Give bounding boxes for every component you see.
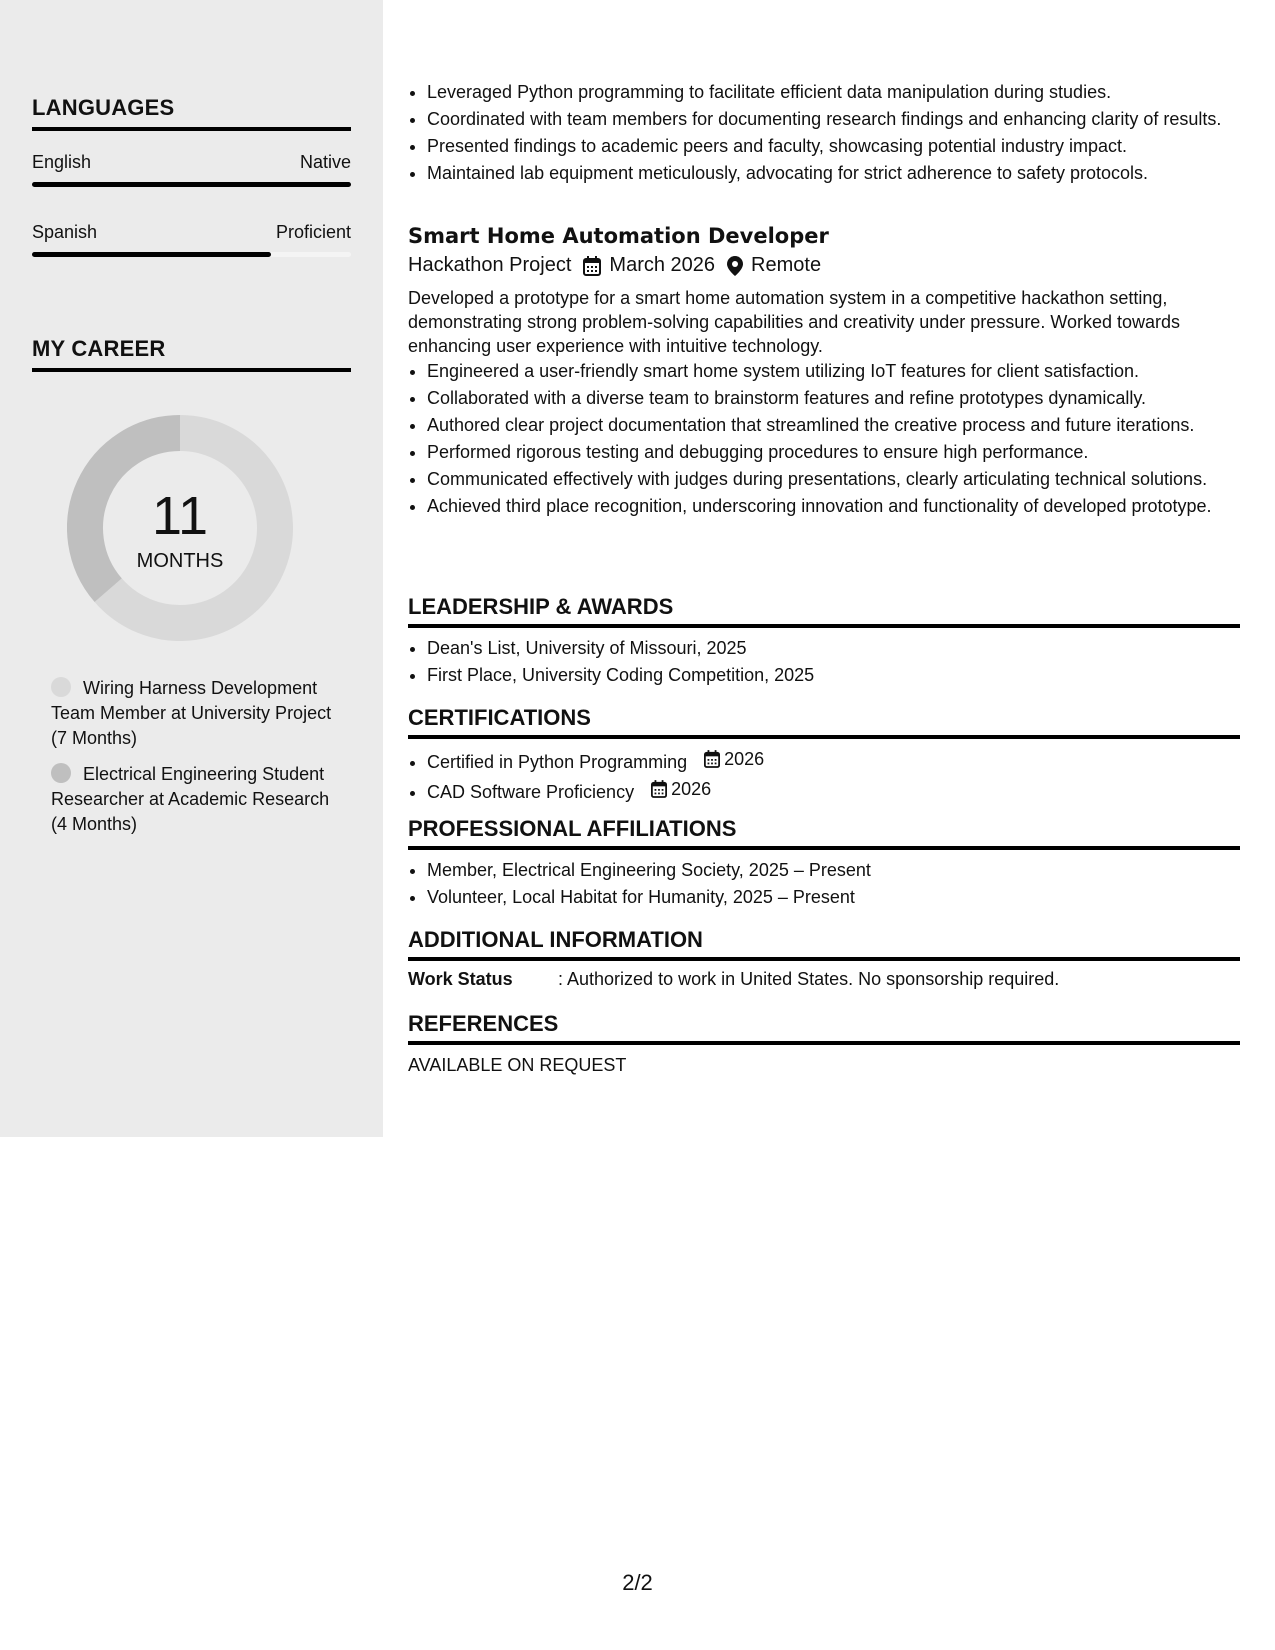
list-item	[427, 747, 1240, 774]
list-item: • Performed rigorous testing and debugging procedures to ensure high performance.	[427, 440, 1240, 464]
section-heading: CERTIFICATIONS	[408, 705, 1240, 739]
job-title: Smart Home Automation Developer	[408, 224, 829, 248]
leadership-list	[408, 636, 1240, 687]
legend-dot-icon	[51, 763, 71, 783]
career-legend-label: Electrical Engineering Student Researcher at Academic Research (4 Months)	[51, 764, 330, 834]
job-date: March 2026	[609, 254, 716, 276]
career-total-number: 11	[151, 486, 209, 546]
list-item	[427, 777, 1240, 804]
list-item: • Leveraged Python programming to facilitate efficient data manipulation during studies.	[427, 80, 1259, 104]
location-pin-icon	[727, 256, 743, 276]
cert-name: Certified in Python Programming	[427, 752, 688, 772]
legend-dot-icon	[51, 677, 71, 697]
language-name: English	[32, 152, 92, 172]
affiliations-section	[408, 816, 1240, 912]
job-bullets	[408, 359, 1240, 518]
language-bar	[32, 252, 351, 257]
cert-date	[704, 747, 764, 771]
list-item: • Authored clear project documentation that streamlined the creative process and future iterations.	[427, 413, 1240, 437]
languages-heading: LANGUAGES	[32, 95, 351, 131]
language-level: Native	[299, 152, 351, 172]
work-status-value: : Authorized to work in United States. No sponsorship required.	[558, 969, 1060, 989]
list-item: • Volunteer, Local Habitat for Humanity, 2025 – Present	[427, 885, 1240, 909]
language-bar-fill	[32, 252, 271, 257]
additional-info-section	[408, 927, 1240, 990]
list-item: • Achieved third place recognition, underscoring innovation and functionality of developed prototype.	[427, 494, 1240, 518]
cert-year: 2026	[724, 749, 765, 769]
language-level: Proficient	[275, 222, 351, 242]
language-item-english	[32, 152, 351, 187]
certifications-section	[408, 705, 1240, 807]
job-summary: Developed a prototype for a smart home automation system in a competitive hackathon setting, demonstrating strong problem-solving capabilities and creativity under pressure. Worked towards enhancing user experience with intuitive technology.	[408, 288, 1181, 356]
list-item: • Communicated effectively with judges during presentations, clearly articulating technical solutions.	[427, 467, 1240, 491]
sidebar	[0, 0, 383, 1137]
page-number: 2/2	[622, 1570, 653, 1595]
list-item: • Engineered a user-friendly smart home system utilizing IoT features for client satisfaction.	[427, 359, 1240, 383]
job-org: Hackathon Project	[408, 254, 572, 276]
calendar-icon	[704, 750, 720, 768]
career-legend-label: Wiring Harness Development Team Member at University Project (7 Months)	[51, 678, 332, 748]
section-heading: LEADERSHIP & AWARDS	[408, 594, 1240, 628]
language-name: Spanish	[32, 222, 98, 242]
work-status-label: Work Status	[408, 969, 513, 989]
list-item: • First Place, University Coding Competition, 2025	[427, 663, 1240, 687]
previous-job-bullets	[408, 80, 1259, 188]
career-donut-chart	[67, 415, 293, 641]
list-item: • Member, Electrical Engineering Society, 2025 – Present	[427, 858, 1240, 882]
job-entry	[408, 224, 1240, 521]
language-item-spanish	[32, 222, 351, 257]
list-item: • Maintained lab equipment meticulously, advocating for strict adherence to safety protocols.	[427, 161, 1259, 185]
career-legend-item	[51, 676, 341, 751]
calendar-icon	[583, 256, 601, 276]
language-bar-fill	[32, 182, 351, 187]
list-item: • Coordinated with team members for documenting research findings and enhancing clarity of results.	[427, 107, 1259, 131]
affiliations-list	[408, 858, 1240, 909]
job-meta	[408, 254, 1240, 277]
list-item: • Presented findings to academic peers and faculty, showcasing potential industry impact.	[427, 134, 1259, 158]
career-total-unit: MONTHS	[136, 550, 224, 572]
list-item: • Dean's List, University of Missouri, 2025	[427, 636, 1240, 660]
calendar-icon	[651, 780, 667, 798]
references-text: AVAILABLE ON REQUEST	[408, 1055, 627, 1075]
list-item: • Collaborated with a diverse team to brainstorm features and refine prototypes dynamically.	[427, 386, 1240, 410]
certifications-list	[408, 747, 1240, 804]
leadership-section	[408, 594, 1240, 690]
career-heading: MY CAREER	[32, 336, 351, 372]
language-bar	[32, 182, 351, 187]
work-status-row	[408, 969, 1240, 990]
cert-name: CAD Software Proficiency	[427, 782, 635, 802]
references-section	[408, 1011, 1240, 1076]
cert-date	[651, 777, 711, 801]
cert-year: 2026	[671, 779, 712, 799]
section-heading: REFERENCES	[408, 1011, 1240, 1045]
section-heading: PROFESSIONAL AFFILIATIONS	[408, 816, 1240, 850]
career-legend	[51, 676, 341, 837]
job-location: Remote	[751, 254, 822, 276]
section-heading: ADDITIONAL INFORMATION	[408, 927, 1240, 961]
career-legend-item	[51, 762, 341, 837]
